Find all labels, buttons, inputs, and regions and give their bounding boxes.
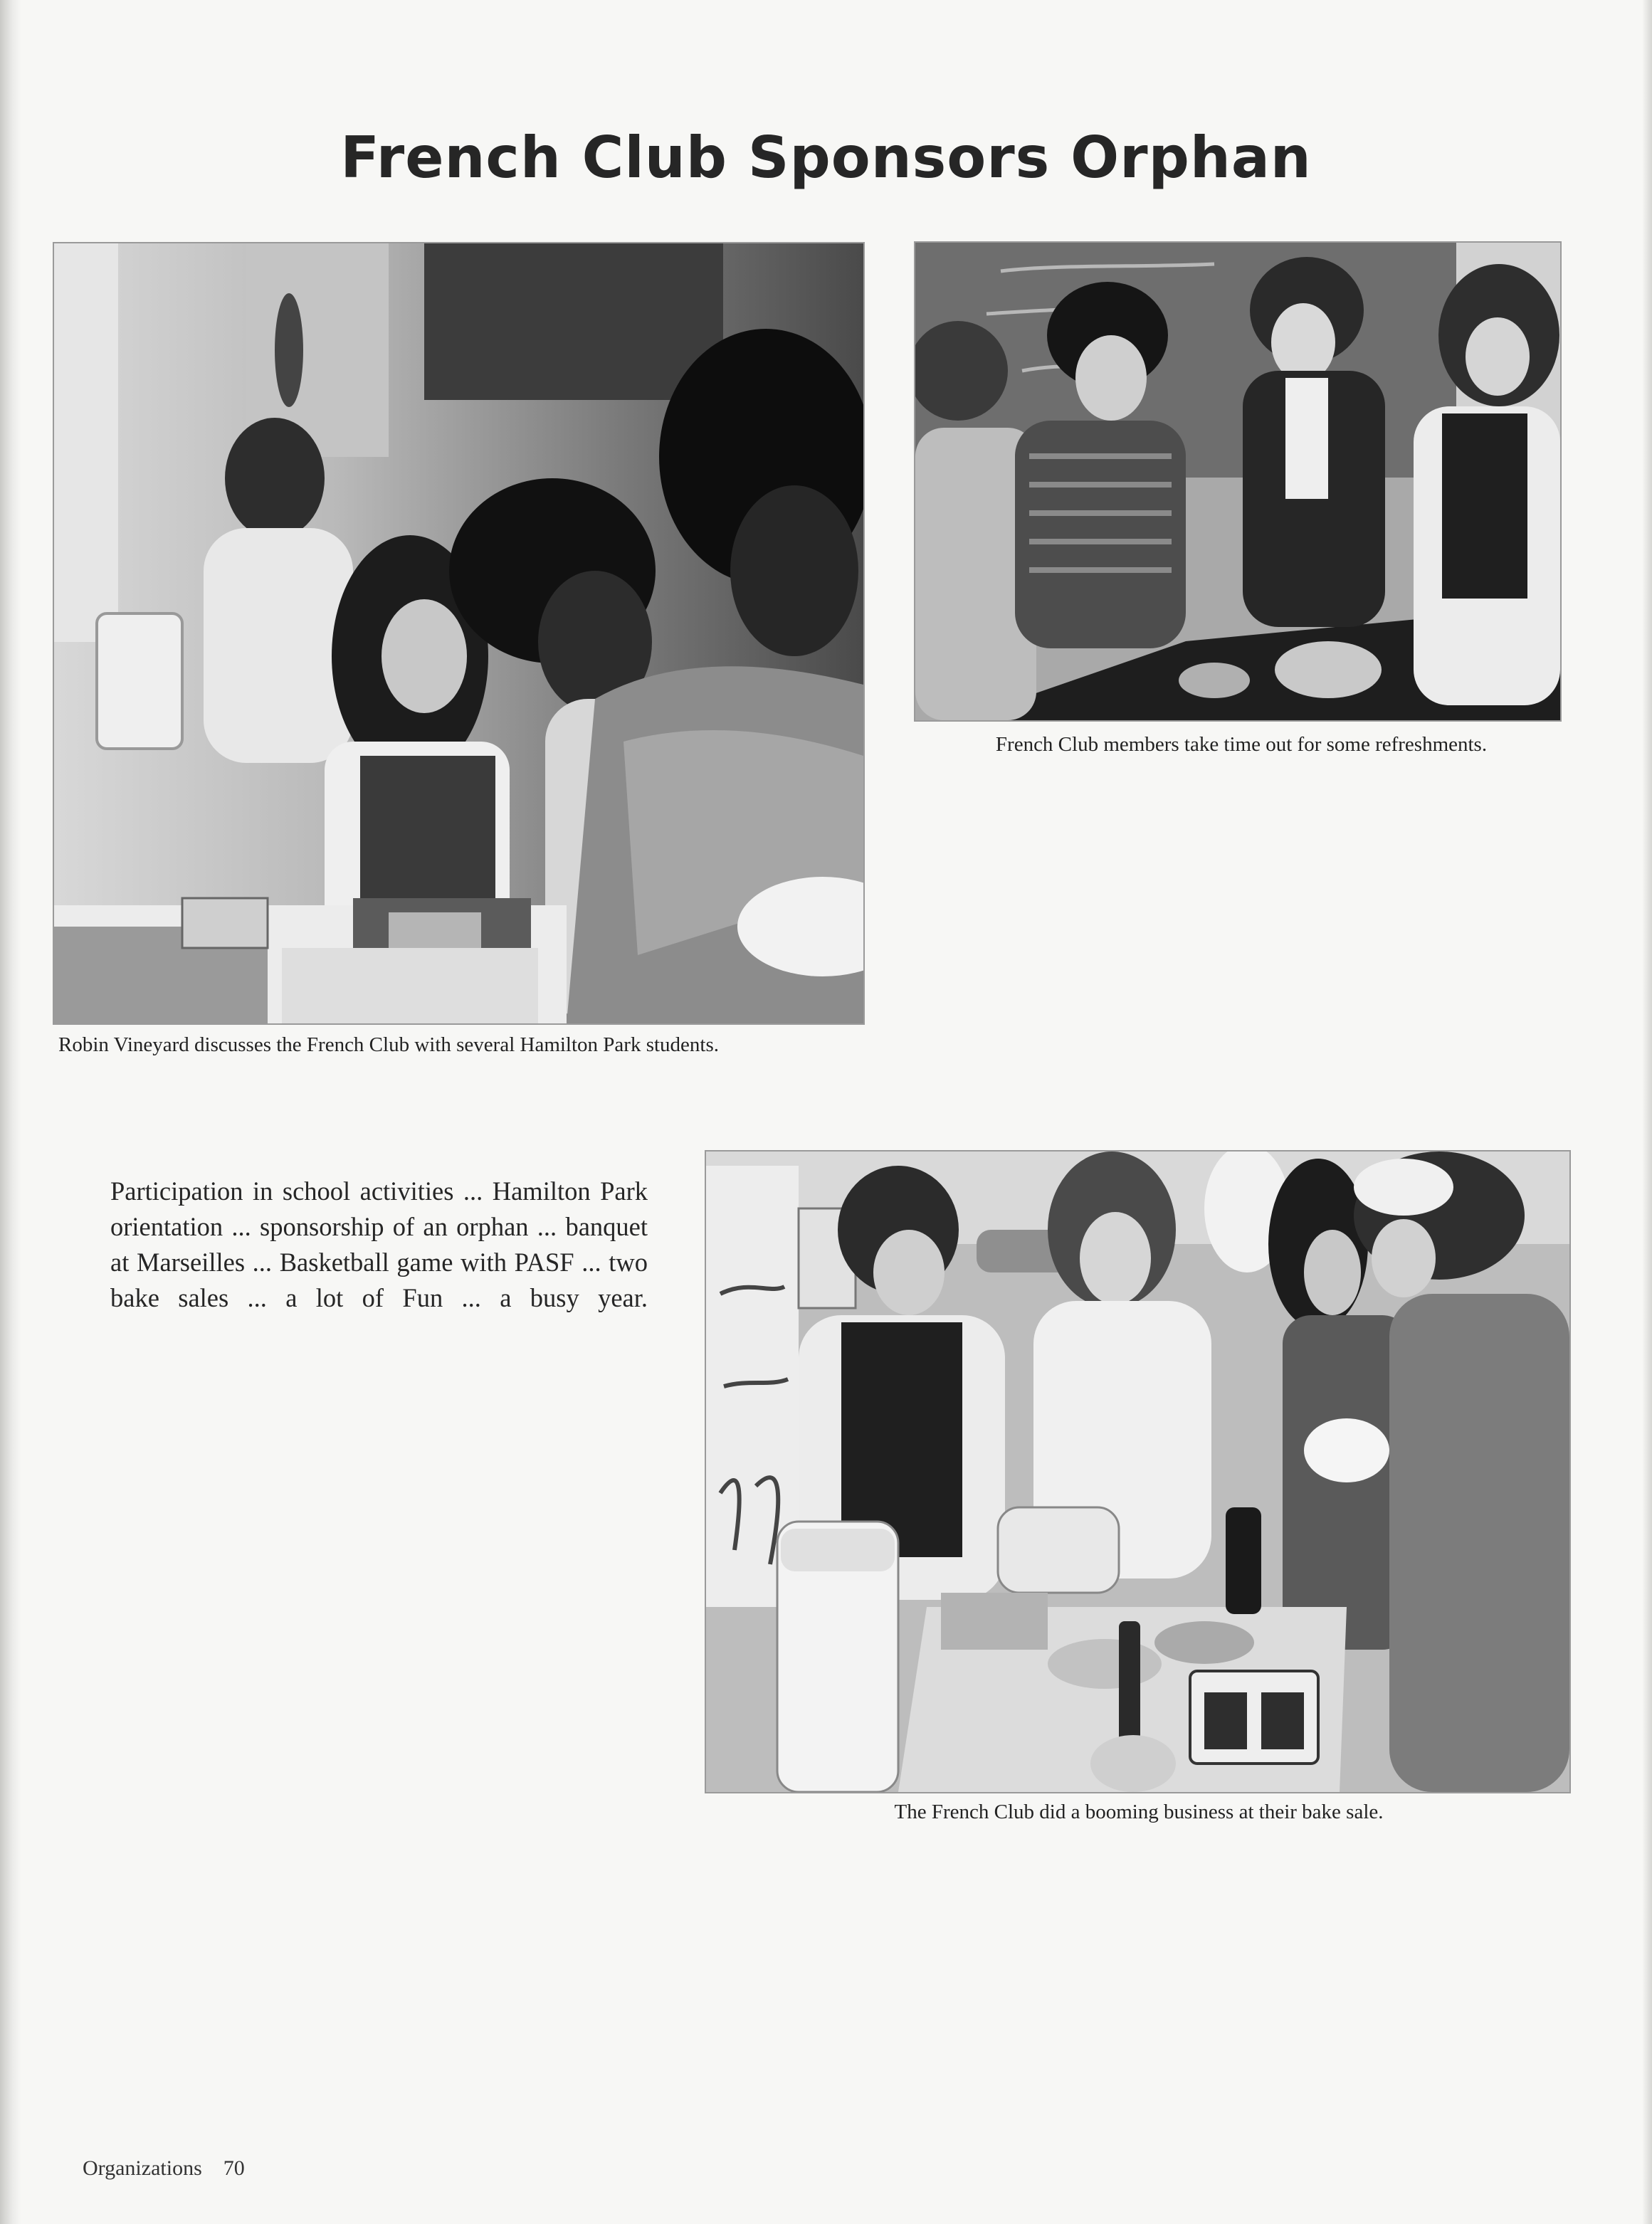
photo-robin-vineyard-caption: Robin Vineyard discusses the French Club with several Hamilton Park students. (58, 1033, 720, 1056)
photo-bake-sale (705, 1150, 1571, 1793)
page-binding-edge (0, 0, 21, 2224)
page-headline: French Club Sponsors Orphan (340, 125, 1312, 191)
photo-bake-sale-image (706, 1151, 1569, 1792)
page-right-edge (1642, 0, 1652, 2224)
footer-section: Organizations (83, 2156, 202, 2180)
page-number: 70 (223, 2156, 245, 2180)
photo-robin-vineyard (53, 242, 865, 1025)
photo-refreshments-caption: French Club members take time out for some refreshments. (995, 733, 1488, 756)
photo-refreshments (914, 241, 1562, 722)
page-footer (83, 2156, 245, 2181)
photo-refreshments-image (915, 243, 1560, 720)
photo-robin-vineyard-image (54, 243, 863, 1023)
body-text: Participation in school activities ... Hamilton Park orientation ... sponsorship of an orphan ... banquet at Marseilles ... Basketball game with PASF ... two bake sales ... a lot of Fun ... a busy year. (110, 1176, 648, 1312)
photo-bake-sale-caption: The French Club did a booming business at their bake sale. (894, 1801, 1384, 1823)
